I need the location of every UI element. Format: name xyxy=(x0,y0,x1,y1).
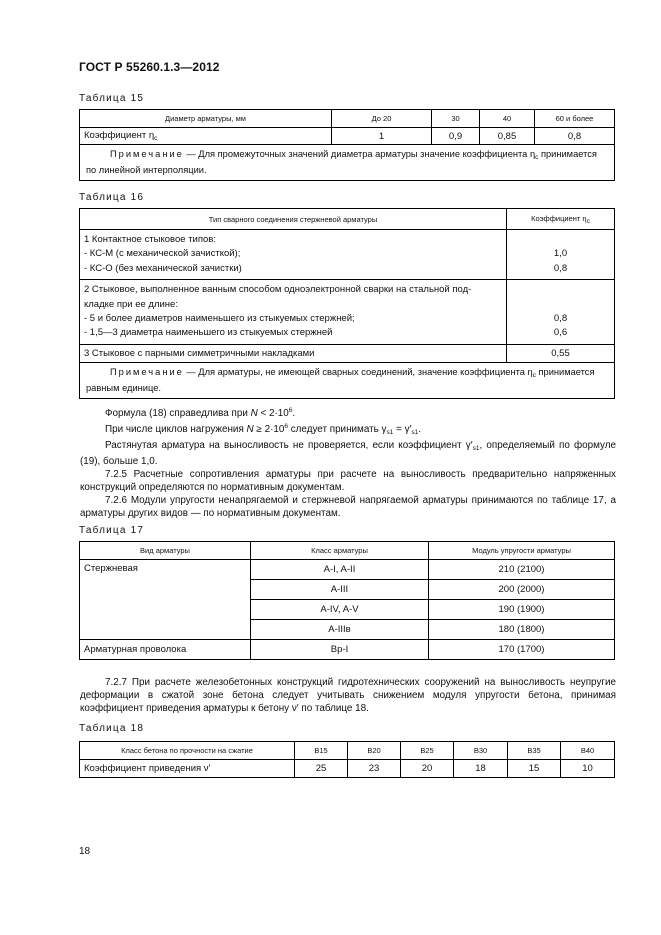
table18-row-label: Коэффициент приведения ν′ xyxy=(80,760,295,778)
table18-header-b20: B20 xyxy=(348,742,401,760)
table15-header-col3: 40 xyxy=(480,110,535,128)
table18-cell: 10 xyxy=(561,760,615,778)
table16-header-type: Тип сварного соединения стержневой арматуры xyxy=(80,209,507,230)
table18-header-b25: B25 xyxy=(401,742,454,760)
table15-header-col4: 60 и более xyxy=(535,110,615,128)
table15-cell: 0,85 xyxy=(480,128,535,145)
paragraph-7-2-7: 7.2.7 При расчете железобетонных конструкций гидротехнических сооружений на выносливость неупругие деформации в сжатой зоне бетона следует учитывать снижением модуля упругости бетона, принимая коэффициент приведения арматуры к бетону ν′ по таблице 18. xyxy=(80,677,616,714)
body-text-2 xyxy=(80,676,616,715)
table17-cell-class: A-III xyxy=(251,580,429,600)
table17-cell-modulus: 180 (1800) xyxy=(429,620,615,640)
table16-group3-text: 3 Стыковое с парными симметричными накладками xyxy=(80,344,507,362)
table18-header-b35: B35 xyxy=(508,742,561,760)
table15-caption: Таблица 15 xyxy=(79,93,145,104)
paragraph-cycles: При числе циклов нагружения $N \ge 2\cdot 10^6$ следует принимать $\gamma_{s1} = \gamma'_{s1}$. xyxy=(105,423,422,436)
table17-cell-class: A-IIIв xyxy=(251,620,429,640)
table15-cell: 0,8 xyxy=(535,128,615,145)
table18-cell: 25 xyxy=(295,760,348,778)
table18-cell: 23 xyxy=(348,760,401,778)
table16-group3-value: 0,55 xyxy=(507,344,615,362)
table18-header-b40: B40 xyxy=(561,742,615,760)
document-header: ГОСТ Р 55260.1.3—2012 xyxy=(79,60,220,74)
table18-header-class: Класс бетона по прочности на сжатие xyxy=(80,742,295,760)
table17-cell-modulus: 210 (2100) xyxy=(429,560,615,580)
table15-header-diameter: Диаметр арматуры, мм xyxy=(80,110,332,128)
table15-header-col2: 30 xyxy=(432,110,480,128)
table17-cell-modulus: 170 (1700) xyxy=(429,640,615,660)
paragraph-formula18: Формула (18) справедлива при $N < 2\cdot 10^6$. xyxy=(105,407,296,419)
table16-group2-text: 2 Стыковое, выполненное ванным способом одноэлектронной сварки на стальной под- кладке при ее длине: - 5 и более диаметров наименьшего из стыкуемых стержней; - 1,5—3 диаметра наименьшего из стыкуемых стержней xyxy=(80,280,507,345)
page-number: 18 xyxy=(79,846,91,857)
body-text-1 xyxy=(80,404,616,520)
paragraph-7-2-6: 7.2.6 Модули упругости ненапрягаемой и стержневой напрягаемой арматуры принимаются по таблице 17, а арматуры других видов — по нормативным документам. xyxy=(80,495,616,519)
table17-header-type: Вид арматуры xyxy=(80,542,251,560)
table18 xyxy=(79,741,615,778)
table16-caption: Таблица 16 xyxy=(79,192,145,203)
table15-note: Примечание — Для промежуточных значений диаметра арматуры значение коэффициента $\eta_c$ принимается по линейной интерполяции. xyxy=(80,145,615,181)
table17-cell-modulus: 200 (2000) xyxy=(429,580,615,600)
table18-cell: 20 xyxy=(401,760,454,778)
table17-cell-class: Вр-I xyxy=(251,640,429,660)
table17-header-modulus: Модуль упругости арматуры xyxy=(429,542,615,560)
table15 xyxy=(79,109,615,181)
table16-group2-values: 0,8 0,6 xyxy=(507,280,615,345)
table17-caption: Таблица 17 xyxy=(79,525,145,536)
table18-cell: 18 xyxy=(454,760,508,778)
table17 xyxy=(79,541,615,660)
table15-row-label: Коэффициент $\eta_c$ xyxy=(80,128,332,145)
table16-group1-text: 1 Контактное стыковое типов: - КС-М (с механической зачисткой); - КС-О (без механической зачистки) xyxy=(80,230,507,280)
table17-cell-class: A-IV, A-V xyxy=(251,600,429,620)
table18-header-b15: B15 xyxy=(295,742,348,760)
table17-header-class: Класс арматуры xyxy=(251,542,429,560)
table15-header-col1: До 20 xyxy=(332,110,432,128)
table16 xyxy=(79,208,615,399)
table16-header-coef: Коэффициент ηc xyxy=(507,209,615,230)
table17-cell-class: A-I, A-II xyxy=(251,560,429,580)
table18-caption: Таблица 18 xyxy=(79,723,145,734)
table17-cell-modulus: 190 (1900) xyxy=(429,600,615,620)
paragraph-7-2-5: 7.2.5 Расчетные сопротивления арматуры при расчете на выносливость предварительно напряженных конструкций определяются по нормативным документам. xyxy=(80,469,616,493)
table15-cell: 1 xyxy=(332,128,432,145)
table17-cell-type: Стержневая xyxy=(80,560,251,640)
table17-cell-type: Арматурная проволока xyxy=(80,640,251,660)
table15-cell: 0,9 xyxy=(432,128,480,145)
table16-note: Примечание — Для арматуры, не имеющей сварных соединений, значение коэффициента $\eta_c$ принимается равным единице. xyxy=(80,362,615,398)
table18-header-b30: B30 xyxy=(454,742,508,760)
paragraph-tension: Растянутая арматура на выносливость не проверяется, если коэффициент $\gamma'_{s1}$, определяемый по формуле (19), больше 1,0. xyxy=(80,440,616,467)
table18-cell: 15 xyxy=(508,760,561,778)
table16-group1-values: 1,0 0,8 xyxy=(507,230,615,280)
